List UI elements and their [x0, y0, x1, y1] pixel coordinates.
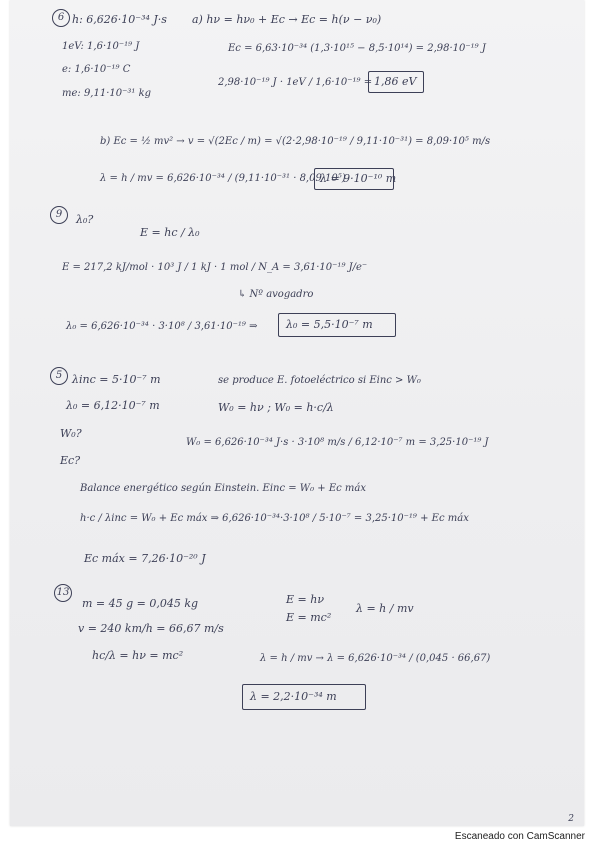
p13-relation: hc/λ = hν = mc² [92, 649, 184, 662]
p9-energy: E = 217,2 kJ/mol · 10³ J / 1 kJ · 1 mol / N_A = 3,61·10⁻¹⁹ J/e⁻ [62, 262, 368, 273]
p13-e-hv: E = hν [286, 593, 325, 606]
p5-question-w0: W₀? [60, 427, 82, 440]
p6-b-result: λ = 9·10⁻¹⁰ m [320, 172, 397, 185]
problem-6-number: 6 [52, 9, 70, 27]
page-number: 2 [568, 814, 574, 824]
p6-b-lambda: λ = h / mv = 6,626·10⁻³⁴ / (9,11·10⁻³¹ · 8,09·10⁵) [100, 173, 346, 184]
p5-data-inc: λinc = 5·10⁻⁷ m [72, 373, 161, 386]
p9-avogadro-note: ↳ Nº avogadro [238, 289, 314, 300]
p6-data-ev: 1eV: 1,6·10⁻¹⁹ J [62, 41, 140, 52]
p13-lambda-eq: λ = h / mv → λ = 6,626·10⁻³⁴ / (0,045 · 66,67) [260, 653, 491, 664]
p13-result: λ = 2,2·10⁻³⁴ m [250, 690, 337, 703]
p6-a-result: 1,86 eV [374, 75, 417, 88]
problem-5-number: 5 [50, 367, 68, 385]
p5-question-ec: Ec? [60, 454, 81, 467]
p5-balance-eq: h·c / λinc = W₀ + Ec máx ⇒ 6,626·10⁻³⁴·3·10⁸ / 5·10⁻⁷ = 3,25·10⁻¹⁹ + Ec máx [80, 513, 469, 524]
p6-a-ec: Ec = 6,63·10⁻³⁴ (1,3·10¹⁵ − 8,5·10¹⁴) = 2,98·10⁻¹⁹ J [228, 43, 486, 54]
p9-unknown: λ₀? [76, 213, 94, 226]
p5-data-0: λ₀ = 6,12·10⁻⁷ m [66, 399, 160, 412]
p6-a-conversion: 2,98·10⁻¹⁹ J · 1eV / 1,6·10⁻¹⁹ = [218, 77, 373, 88]
p13-e-mc2: E = mc² [286, 611, 332, 624]
p13-data-v: v = 240 km/h = 66,67 m/s [78, 622, 224, 635]
p5-w0-formula: W₀ = hν ; W₀ = h·c/λ [218, 401, 334, 414]
scanner-watermark: Escaneado con CamScanner [454, 831, 585, 842]
p13-data-m: m = 45 g = 0,045 kg [82, 597, 199, 610]
p9-lambda-eq: λ₀ = 6,626·10⁻³⁴ · 3·10⁸ / 3,61·10⁻¹⁹ ⇒ [66, 321, 258, 332]
problem-13-number: 13 [54, 584, 72, 602]
p13-lambda-formula: λ = h / mv [356, 602, 414, 615]
p9-result: λ₀ = 5,5·10⁻⁷ m [286, 318, 373, 331]
p6-a-equation: a) hν = hν₀ + Ec → Ec = h(ν − ν₀) [192, 13, 382, 26]
p5-w0-value: W₀ = 6,626·10⁻³⁴ J·s · 3·10⁸ m/s / 6,12·10⁻⁷ m = 3,25·10⁻¹⁹ J [186, 437, 489, 448]
p9-formula: E = hc / λ₀ [140, 226, 200, 239]
p6-data-h: h: 6,626·10⁻³⁴ J·s [72, 13, 167, 26]
p6-data-me: me: 9,11·10⁻³¹ kg [62, 88, 152, 99]
problem-9-number: 9 [50, 206, 68, 224]
p5-balance: Balance energético según Einstein. Einc = W₀ + Ec máx [80, 483, 366, 494]
p6-b-equation: b) Ec = ½ mv² → v = √(2Ec / m) = √(2·2,98·10⁻¹⁹ / 9,11·10⁻³¹) = 8,09·10⁵ m/s [100, 136, 491, 147]
p6-data-e: e: 1,6·10⁻¹⁹ C [62, 64, 131, 75]
p5-ec-result: Ec máx = 7,26·10⁻²⁰ J [84, 552, 206, 565]
scanned-page [10, 0, 584, 826]
p5-condition: se produce E. fotoeléctrico si Einc > W₀ [218, 375, 421, 386]
